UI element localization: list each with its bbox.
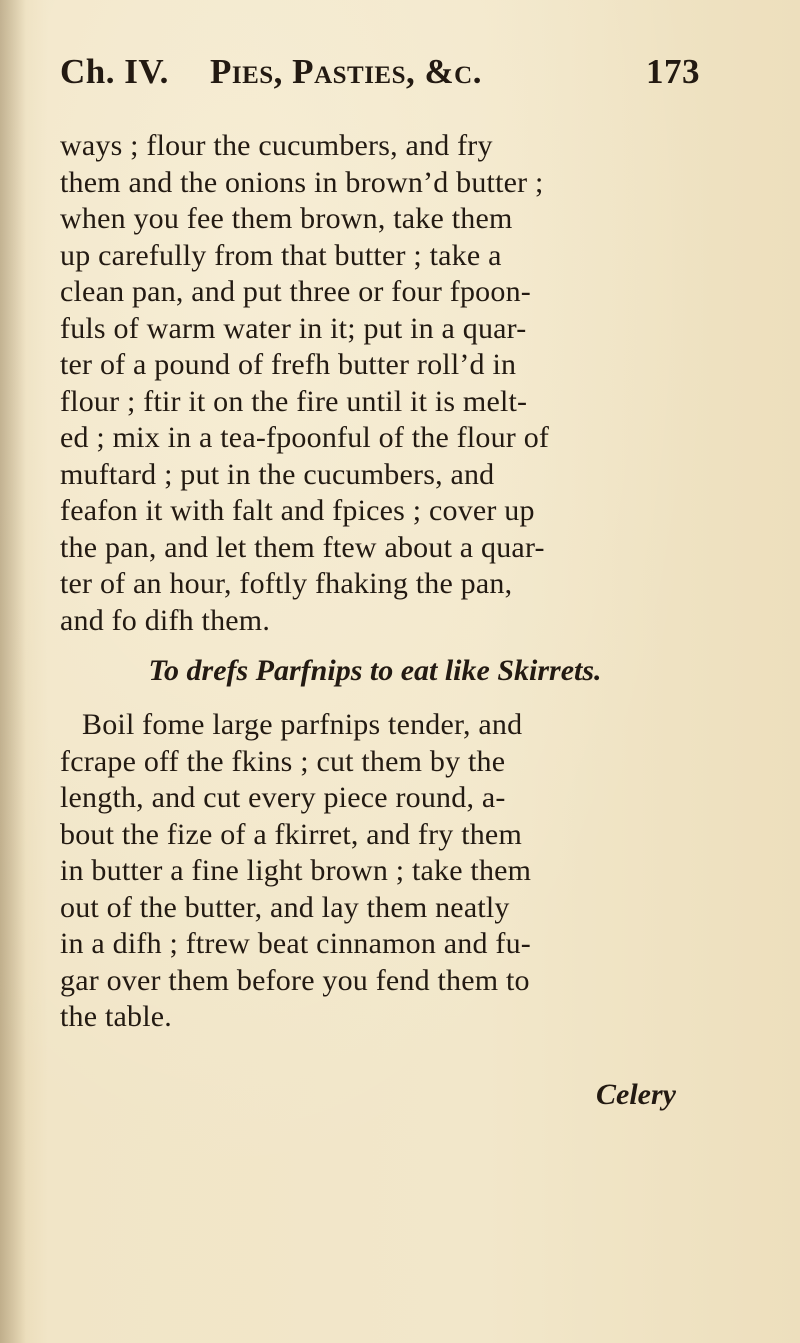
text-line: the pan, and let them ftew about a quar- — [60, 530, 545, 564]
text-line: out of the butter, and lay them neatly — [60, 890, 510, 924]
recipe-heading: To drefs Parfnips to eat like Skirrets. — [148, 654, 602, 687]
text-line: and fo difh them. — [60, 603, 271, 637]
text-line: flour ; ftir it on the fire until it is melt- — [60, 384, 528, 418]
paragraph-cucumbers — [60, 128, 710, 639]
text-line: up carefully from that butter ; take a — [60, 238, 502, 272]
text-line: feafon it with falt and fpices ; cover up — [60, 494, 535, 527]
text-line: when you fee them brown, take them — [60, 202, 513, 235]
text-line: gar over them before you fend them to — [60, 963, 530, 997]
text-line: them and the onions in brown’d butter ; — [60, 165, 544, 199]
running-title: Pies, Pasties, &c. — [210, 52, 482, 91]
text-line: fcrape off the fkins ; cut them by the — [60, 744, 506, 778]
chapter-label: Ch. IV. — [60, 52, 169, 91]
text-line: in a difh ; ftrew beat cinnamon and fu- — [60, 927, 531, 960]
text-line: the table. — [60, 1000, 172, 1033]
text-line: length, and cut every piece round, a- — [60, 781, 506, 814]
text-line: fuls of warm water in it; put in a quar- — [60, 311, 527, 345]
running-header — [60, 52, 700, 102]
paragraph-parsnips — [60, 707, 710, 1036]
text-line: ter of an hour, foftly fhaking the pan, — [60, 567, 513, 600]
text-line: bout the fize of a fkirret, and fry them — [60, 817, 522, 851]
text-line: ter of a pound of frefh butter roll’d in — [60, 348, 517, 381]
text-line: ways ; flour the cucumbers, and fry — [60, 129, 493, 162]
text-line: in butter a fine light brown ; take them — [60, 854, 532, 887]
catchword: Celery — [596, 1078, 676, 1111]
gutter-shadow — [0, 0, 26, 1343]
text-line: ed ; mix in a tea-fpoonful of the flour of — [60, 421, 550, 454]
page-number: 173 — [646, 52, 700, 91]
text-line: muftard ; put in the cucumbers, and — [60, 457, 495, 491]
body-text — [60, 128, 710, 1036]
text-line: Boil fome large parfnips tender, and — [82, 708, 523, 741]
text-line: clean pan, and put three or four fpoon- — [60, 275, 531, 308]
